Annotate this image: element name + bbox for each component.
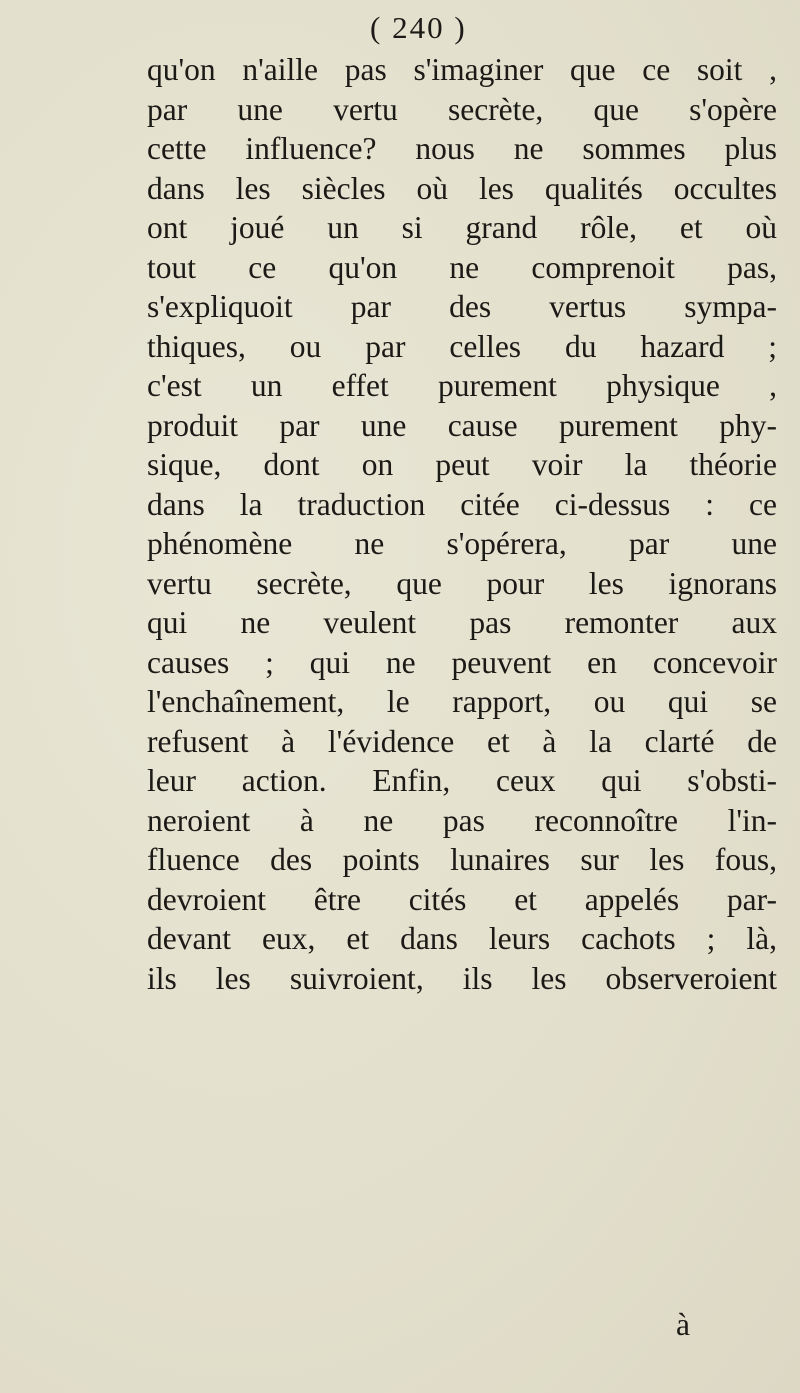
text-line: ont joué un si grand rôle, et où [147, 210, 777, 245]
text-line: refusent à l'évidence et à la clarté de [147, 723, 777, 759]
text-line: dans la traduction citée ci-dessus : ce [147, 486, 777, 522]
text-line: causes ; qui ne peuvent en concevoir [147, 644, 777, 680]
body-text [147, 50, 777, 998]
text-line: ils les suivroient, ils les observeroient [147, 960, 777, 996]
text-line: devroient être cités et appelés par- [147, 881, 777, 917]
text-line: produit par une cause purement phy- [147, 407, 777, 443]
text-line: qu'on n'aille pas s'imaginer que ce soit , [147, 52, 777, 87]
text-line: fluence des points lunaires sur les fous, [147, 842, 777, 877]
page-number: ( 240 ) [370, 10, 467, 45]
catchword: à [676, 1307, 690, 1342]
text-line: sique, dont on peut voir la théorie [147, 447, 777, 482]
text-line: cette influence? nous ne sommes plus [147, 131, 777, 166]
text-line: tout ce qu'on ne comprenoit pas, [147, 249, 777, 285]
text-line: l'enchaînement, le rapport, ou qui se [147, 684, 777, 719]
text-line: par une vertu secrète, que s'opère [147, 91, 777, 127]
text-line: leur action. Enfin, ceux qui s'obsti- [147, 763, 777, 798]
text-line: c'est un effet purement physique , [147, 368, 777, 403]
text-line: thiques, ou par celles du hazard ; [147, 328, 777, 364]
text-line: phénomène ne s'opérera, par une [147, 526, 777, 561]
text-line: neroient à ne pas reconnoître l'in- [147, 802, 777, 838]
text-line: qui ne veulent pas remonter aux [147, 605, 777, 640]
text-line: vertu secrète, que pour les ignorans [147, 565, 777, 601]
text-line: s'expliquoit par des vertus sympa- [147, 289, 777, 324]
text-line: dans les siècles où les qualités occultes [147, 170, 777, 206]
text-line: devant eux, et dans leurs cachots ; là, [147, 921, 777, 956]
